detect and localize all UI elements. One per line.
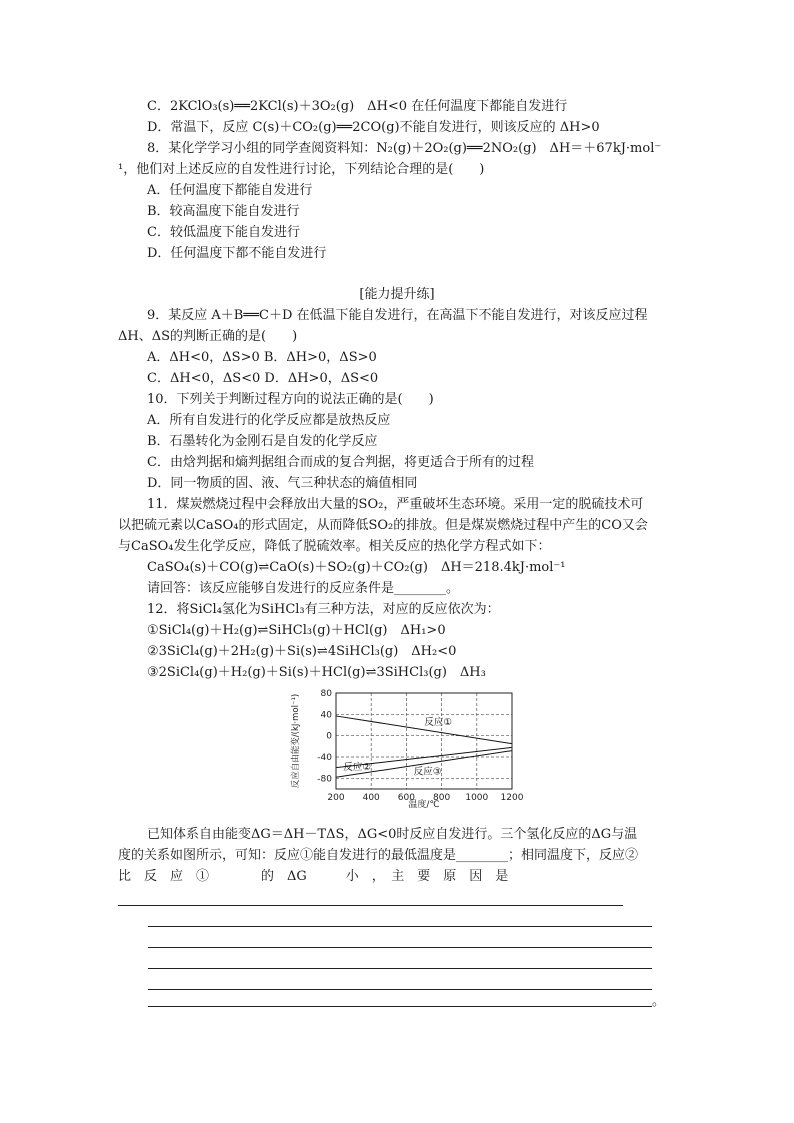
answer-line[interactable]: [118, 905, 623, 906]
x-tick-label: 200: [327, 793, 345, 803]
q8-option-b: B．较高温度下能自发进行: [147, 204, 300, 219]
q12-reaction-2: ②3SiCl₄(g)＋2H₂(g)＋Si(s)⇌4SiHCl₃(g) ΔH₂<0: [147, 644, 457, 659]
q11-line1: 11．煤炭燃烧过程中会释放出大量的SO₂，严重破坏生态环境。采用一定的脱硫技术可: [147, 497, 644, 512]
series-label-3: 反应③: [413, 766, 442, 778]
series-label-2: 反应②: [343, 762, 371, 774]
q9-options-line2: C．ΔH<0，ΔS<0 D．ΔH>0，ΔS<0: [147, 371, 379, 386]
x-tick-label: 600: [397, 793, 415, 803]
answer-end-mark: 。: [652, 994, 666, 1009]
y-tick-label: 80: [320, 689, 332, 699]
q7-option-d: D．常温下，反应 C(s)＋CO₂(g)══2CO(g)不能自发进行，则该反应的 ΔH>0: [147, 120, 600, 135]
q9-stem-line2: ΔH、ΔS的判断正确的是( ): [118, 329, 298, 344]
q8-option-d: D．任何温度下都不能自发进行: [147, 246, 327, 261]
q11-question: 请回答：该反应能够自发进行的反应条件是________。: [147, 581, 460, 596]
answer-line[interactable]: [148, 1006, 652, 1007]
answer-line[interactable]: [148, 926, 652, 927]
q10-option-a: A．所有自发进行的化学反应都是放热反应: [147, 413, 391, 428]
q11-line2: 以把硫元素以CaSO₄的形式固定，从而降低SO₂的排放。但是煤炭燃烧过程中产生的CO又会: [118, 518, 648, 533]
q12-stem: 12．将SiCl₄氢化为SiHCl₃有三种方法，对应的反应依次为：: [147, 602, 500, 617]
q10-option-c: C．由焓判据和熵判据组合而成的复合判据，将更适合于所有的过程: [147, 455, 534, 470]
q12-text-line3: 比 反 应 ① 的 ΔG 小 ， 主 要 原 因 是: [118, 869, 509, 884]
q8-option-c: C．较低温度下能自发进行: [147, 225, 300, 240]
chart-xlabel: 温度/℃: [408, 800, 440, 810]
q12-reaction-1: ①SiCl₄(g)＋H₂(g)⇌SiHCl₃(g)＋HCl(g) ΔH₁>0: [147, 623, 446, 638]
q10-stem: 10．下列关于判断过程方向的说法正确的是( ): [147, 392, 434, 407]
chart-ticks: [317, 689, 523, 803]
q10-option-d: D．同一物质的固、液、气三种状态的熵值相同: [147, 476, 418, 491]
q9-stem-line1: 9．某反应 A＋B══C＋D 在低温下能自发进行，在高温下不能自发进行，对该反应过程: [147, 308, 648, 323]
q12-reaction-3: ③2SiCl₄(g)＋H₂(g)＋Si(s)＋HCl(g)⇌3SiHCl₃(g) ΔH₃: [147, 665, 486, 680]
answer-line[interactable]: [148, 947, 652, 948]
y-tick-label: -80: [317, 774, 332, 785]
x-tick-label: 800: [433, 793, 451, 803]
y-tick-label: 0: [326, 731, 332, 742]
q10-option-b: B．石墨转化为金刚石是自发的化学反应: [147, 434, 378, 449]
chart-series: [336, 716, 512, 777]
q9-options-line1: A．ΔH<0，ΔS>0 B．ΔH>0，ΔS>0: [147, 350, 377, 365]
q8-stem-line1: 8．某化学学习小组的同学查阅资料知：N₂(g)＋2O₂(g)══2NO₂(g) ΔH＝＋67kJ·mol⁻: [147, 141, 662, 156]
answer-line[interactable]: [148, 989, 652, 990]
q11-equation: CaSO₄(s)＋CO(g)⇌CaO(s)＋SO₂(g)＋CO₂(g) ΔH＝218.4kJ·mol⁻¹: [147, 560, 566, 575]
q12-text-line1: 已知体系自由能变ΔG＝ΔH－TΔS，ΔG<0时反应自发进行。三个氢化反应的ΔG与温: [147, 827, 638, 842]
q8-option-a: A．任何温度下都能自发进行: [147, 183, 313, 198]
chart-svg: [290, 686, 530, 810]
q12-text-line2: 度的关系如图所示，可知：反应①能自发进行的最低温度是________；相同温度下，反应②: [118, 848, 639, 863]
gibbs-energy-chart: [290, 686, 530, 810]
q8-stem-line2: ¹，他们对上述反应的自发性进行讨论，下列结论合理的是( ): [118, 162, 485, 177]
section-title: [能力提升练]: [359, 287, 435, 302]
x-tick-label: 400: [362, 793, 380, 803]
y-tick-label: -40: [317, 753, 332, 763]
x-tick-label: 1000: [465, 793, 489, 803]
q11-line3: 与CaSO₄发生化学反应，降低了脱硫效率。相关反应的热化学方程式如下：: [118, 539, 551, 554]
x-tick-label: 1200: [500, 793, 524, 803]
answer-line[interactable]: [148, 968, 652, 969]
chart-ylabel: 反应自由能变/(kJ·mol⁻¹): [291, 693, 301, 789]
q7-option-c: C．2KClO₃(s)══2KCl(s)＋3O₂(g) ΔH<0 在任何温度下都能自发进行: [147, 99, 568, 114]
series-label-1: 反应①: [424, 717, 452, 729]
y-tick-label: 40: [320, 710, 332, 721]
